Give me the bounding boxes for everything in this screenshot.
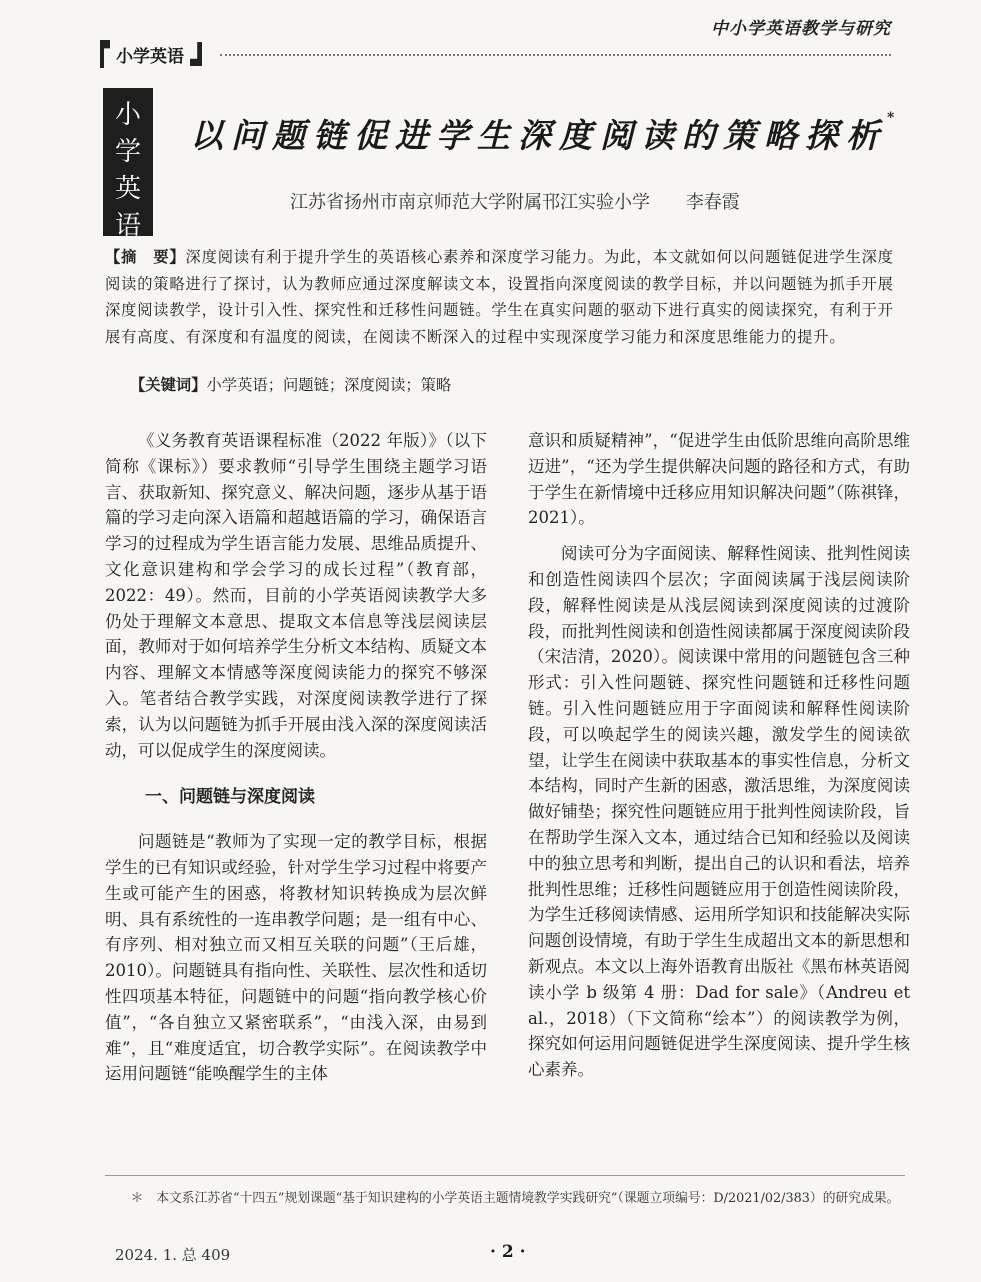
section-tag (100, 40, 202, 68)
corner-bracket-icon (100, 40, 110, 68)
footnote-divider (105, 1175, 905, 1176)
vertical-char: 学 (114, 137, 141, 167)
abstract-label: 【摘 要】 (105, 248, 186, 266)
page-number: · 2 · (490, 1242, 526, 1262)
affiliation: 江苏省扬州市南京师范大学附属邗江实验小学 (290, 192, 650, 213)
section-tag-label: 小学英语 (116, 46, 184, 67)
abstract (105, 244, 905, 350)
vertical-char: 小 (114, 100, 141, 130)
article-title (190, 110, 894, 157)
section-heading: 一、问题链与深度阅读 (145, 787, 315, 808)
byline (290, 188, 740, 214)
paragraph: 《义务教育英语课程标准（2022 年版）》（以下简称《课标》）要求教师“引导学生围绕主题学习语言、获取新知、探究意义、解决问题，逐步从基于语篇的学习走向深入语篇和超越语篇的学习，确保语言学习的过程成为学生语言能力发展、思维品质提升、文化意识建构和学会学习的成长过程”（教育部，2022：49）。然而，目前的小学英语阅读教学大多仍处于理解文本意思、提取文本信息等浅层阅读层面，教师对于如何培养学生分析文本结构、质疑文本内容、理解文本情感等深度阅读能力的探究不够深入。笔者结合教学实践，对深度阅读教学进行了探索，认为以问题链为抓手开展由浅入深的深度阅读活动，可以促成学生的深度阅读。 (105, 431, 487, 760)
corner-bracket-icon (190, 42, 202, 66)
paragraph: 阅读可分为字面阅读、解释性阅读、批判性阅读和创造性阅读四个层次；字面阅读属于浅层阅读阶段，解释性阅读是从浅层阅读到深度阅读的过渡阶段，而批判性阅读和创造性阅读都属于深度阅读阶段（宋洁清，2020）。阅读课中常用的问题链包含三种形式：引入性问题链、探究性问题链和迁移性问题链。引入性问题链应用于字面阅读和解释性阅读阶段，可以唤起学生的阅读兴趣，激发学生的阅读欲望，让学生在阅读中获取基本的事实性信息，分析文本结构，同时产生新的困惑，激活思维，为深度阅读做好铺垫；探究性问题链应用于批判性阅读阶段，旨在帮助学生深入文本，通过结合已知和经验以及阅读中的独立思考和判断，提出自己的认识和看法，培养批判性思维；迁移性问题链应用于创造性阅读阶段，为学生迁移阅读情感、运用所学知识和技能解决实际问题创设情境，有助于学生生成超出文本的新思想和新观点。本文以上海外语教育出版社《黑布林英语阅读小学 b 级第 4 册：Dad for sale》（Andreu et al.，2018）（下文简称“绘本”）的阅读教学为例，探究如何运用问题链促进学生深度阅读、提升学生核心素养。 (528, 544, 910, 1080)
author: 李春霞 (685, 192, 740, 213)
keywords-label: 【关键词】 (130, 376, 207, 394)
vertical-section-label (103, 88, 153, 241)
body-column-left (105, 428, 487, 1097)
vertical-char: 语 (114, 211, 141, 241)
article-title-text: 以问题链促进学生深度阅读的策略探析 (190, 116, 887, 155)
paragraph: 意识和质疑精神”，“促进学生由低阶思维向高阶思维迈进”，“还为学生提供解决问题的路径和方式，有助于学生在新情境中迁移应用知识解决问题”（陈祺锋，2021）。 (528, 431, 910, 528)
body-column-right (528, 428, 910, 1093)
abstract-text: 深度阅读有利于提升学生的英语核心素养和深度学习能力。为此，本文就如何以问题链促进学生深度阅读的策略进行了探讨，认为教师应通过深度解读文本，设置指向深度阅读的教学目标，并以问题链为抓手开展深度阅读教学，设计引入性、探究性和迁移性问题链。学生在真实问题的驱动下进行真实的阅读探究，有利于开展有高度、有深度和有温度的阅读，在阅读不断深入的过程中实现深度学习能力和深度思维能力的提升。 (105, 248, 894, 346)
keywords-text: 小学英语；问题链；深度阅读；策略 (206, 376, 452, 394)
title-footnote-mark: * (887, 110, 895, 126)
footnote: ＊ 本文系江苏省“十四五”规划课题“基于知识建构的小学英语主题情境教学实践研究”（课题立项编号：D/2021/02/383）的研究成果。 (130, 1191, 900, 1206)
keywords (130, 373, 451, 395)
section-divider (220, 54, 891, 56)
issue-info: 2024. 1. 总 409 (115, 1246, 231, 1264)
vertical-char: 英 (114, 174, 141, 204)
journal-title: 中小学英语教学与研究 (711, 19, 891, 39)
paragraph: 问题链是“教师为了实现一定的教学目标，根据学生的已有知识或经验，针对学生学习过程中将要产生或可能产生的困惑，将教材知识转换成为层次鲜明、具有系统性的一连串教学问题；是一组有中心、有序列、相对独立而又相互关联的问题”（王后雄，2010）。问题链具有指向性、关联性、层次性和适切性四项基本特征，问题链中的问题“指向教学核心价值”，“各自独立又紧密联系”，“由浅入深，由易到难”，且“难度适宜，切合教学实际”。在阅读教学中运用问题链“能唤醒学生的主体 (105, 832, 487, 1084)
